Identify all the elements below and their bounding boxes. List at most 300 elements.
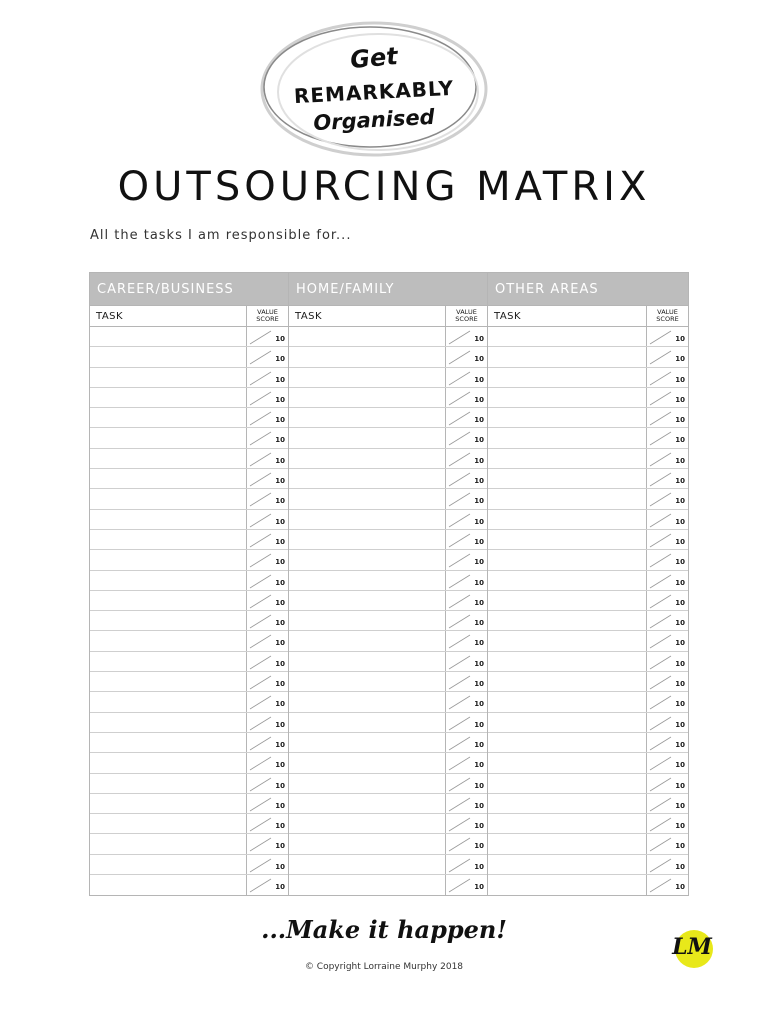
task-cell[interactable] <box>289 489 445 508</box>
table-row <box>289 428 487 448</box>
score-max: 10 <box>675 537 685 546</box>
score-cell[interactable] <box>246 530 288 549</box>
score-cell[interactable] <box>445 550 487 569</box>
task-cell[interactable] <box>90 855 246 874</box>
task-cell[interactable] <box>90 550 246 569</box>
score-cell[interactable] <box>646 692 688 711</box>
table-row <box>90 652 288 672</box>
table-row <box>289 347 487 367</box>
task-cell[interactable] <box>90 428 246 447</box>
table-row <box>289 733 487 753</box>
task-cell[interactable] <box>289 469 445 488</box>
task-cell[interactable] <box>289 388 445 407</box>
score-cell[interactable] <box>246 571 288 590</box>
score-slash-icon <box>249 735 273 751</box>
score-cell[interactable] <box>246 550 288 569</box>
score-cell[interactable] <box>445 469 487 488</box>
task-cell[interactable] <box>90 814 246 833</box>
task-cell[interactable] <box>289 571 445 590</box>
score-cell[interactable] <box>246 814 288 833</box>
table-row <box>488 774 688 794</box>
table-row <box>90 733 288 753</box>
task-cell[interactable] <box>90 611 246 630</box>
score-max: 10 <box>675 619 685 628</box>
score-cell[interactable] <box>445 794 487 813</box>
table-row <box>90 469 288 489</box>
task-cell[interactable] <box>289 611 445 630</box>
page-title: OUTSOURCING MATRIX <box>117 164 651 210</box>
score-cell[interactable] <box>646 327 688 346</box>
score-max: 10 <box>275 477 285 486</box>
task-cell[interactable] <box>289 855 445 874</box>
table-row <box>488 469 688 489</box>
table-row <box>289 692 487 712</box>
score-cell[interactable] <box>445 449 487 468</box>
task-cell[interactable] <box>289 530 445 549</box>
task-cell[interactable] <box>488 408 646 427</box>
table-row <box>488 672 688 692</box>
score-slash-icon <box>649 593 673 609</box>
score-cell[interactable] <box>445 753 487 772</box>
task-cell[interactable] <box>289 347 445 366</box>
task-cell[interactable] <box>90 449 246 468</box>
score-cell[interactable] <box>646 652 688 671</box>
score-cell[interactable] <box>646 571 688 590</box>
task-cell[interactable] <box>289 774 445 793</box>
task-cell[interactable] <box>90 733 246 752</box>
score-cell[interactable] <box>246 388 288 407</box>
score-max: 10 <box>675 558 685 567</box>
score-cell[interactable] <box>246 753 288 772</box>
task-cell[interactable] <box>90 713 246 732</box>
task-cell[interactable] <box>90 672 246 691</box>
score-slash-icon <box>249 694 273 710</box>
task-cell[interactable] <box>488 692 646 711</box>
task-cell[interactable] <box>289 692 445 711</box>
score-slash-icon <box>448 776 472 792</box>
score-max: 10 <box>474 842 484 851</box>
task-cell[interactable] <box>90 571 246 590</box>
score-max: 10 <box>474 720 484 729</box>
task-cell[interactable] <box>488 855 646 874</box>
task-cell[interactable] <box>90 774 246 793</box>
score-cell[interactable] <box>246 672 288 691</box>
task-cell[interactable] <box>289 652 445 671</box>
score-slash-icon <box>649 877 673 893</box>
score-cell[interactable] <box>246 611 288 630</box>
score-slash-icon <box>649 694 673 710</box>
task-cell[interactable] <box>90 510 246 529</box>
score-cell[interactable] <box>246 408 288 427</box>
score-max: 10 <box>275 619 285 628</box>
score-slash-icon <box>448 573 472 589</box>
score-cell[interactable] <box>246 449 288 468</box>
table-row <box>90 408 288 428</box>
score-cell[interactable] <box>246 875 288 895</box>
score-cell[interactable] <box>246 631 288 650</box>
score-cell[interactable] <box>246 327 288 346</box>
score-max: 10 <box>275 456 285 465</box>
score-slash-icon <box>649 410 673 426</box>
score-cell[interactable] <box>445 631 487 650</box>
score-cell[interactable] <box>646 449 688 468</box>
score-slash-icon <box>448 633 472 649</box>
score-cell[interactable] <box>246 855 288 874</box>
score-cell[interactable] <box>246 489 288 508</box>
score-cell[interactable] <box>646 510 688 529</box>
score-max: 10 <box>675 700 685 709</box>
score-cell[interactable] <box>246 713 288 732</box>
table-row <box>90 631 288 651</box>
score-cell[interactable] <box>646 733 688 752</box>
score-slash-icon <box>249 755 273 771</box>
column-subheader <box>488 306 688 327</box>
score-cell[interactable] <box>246 347 288 366</box>
task-cell[interactable] <box>289 753 445 772</box>
score-cell[interactable] <box>445 428 487 447</box>
score-cell[interactable] <box>246 368 288 387</box>
task-cell[interactable] <box>488 327 646 346</box>
task-cell[interactable] <box>488 672 646 691</box>
score-slash-icon <box>249 593 273 609</box>
score-cell[interactable] <box>445 672 487 691</box>
score-cell[interactable] <box>646 388 688 407</box>
score-cell[interactable] <box>246 591 288 610</box>
task-cell[interactable] <box>289 327 445 346</box>
score-cell[interactable] <box>646 631 688 650</box>
score-max: 10 <box>275 355 285 364</box>
score-max: 10 <box>474 680 484 689</box>
score-cell[interactable] <box>445 814 487 833</box>
score-max: 10 <box>675 842 685 851</box>
score-max: 10 <box>275 822 285 831</box>
task-cell[interactable] <box>488 733 646 752</box>
task-cell[interactable] <box>90 631 246 650</box>
score-max: 10 <box>275 659 285 668</box>
table-row <box>488 733 688 753</box>
table-row <box>90 368 288 388</box>
table-row <box>289 327 487 347</box>
score-slash-icon <box>649 857 673 873</box>
score-cell[interactable] <box>445 530 487 549</box>
score-cell[interactable] <box>445 327 487 346</box>
task-cell[interactable] <box>289 875 445 895</box>
score-cell[interactable] <box>246 733 288 752</box>
score-cell[interactable] <box>445 834 487 853</box>
matrix-column <box>487 273 688 895</box>
task-cell[interactable] <box>488 550 646 569</box>
score-cell[interactable] <box>646 591 688 610</box>
table-row <box>289 631 487 651</box>
score-cell[interactable] <box>646 550 688 569</box>
score-max: 10 <box>474 335 484 343</box>
score-max: 10 <box>275 416 285 425</box>
score-cell[interactable] <box>646 489 688 508</box>
score-cell[interactable] <box>445 591 487 610</box>
score-cell[interactable] <box>646 753 688 772</box>
score-cell[interactable] <box>445 733 487 752</box>
table-row <box>488 408 688 428</box>
score-slash-icon <box>649 654 673 670</box>
task-cell[interactable] <box>90 692 246 711</box>
task-cell[interactable] <box>289 408 445 427</box>
task-cell[interactable] <box>289 834 445 853</box>
task-cell[interactable] <box>289 449 445 468</box>
score-slash-icon <box>649 512 673 528</box>
column-heading: HOME/FAMILY <box>289 273 487 306</box>
score-slash-icon <box>649 776 673 792</box>
table-row <box>289 368 487 388</box>
score-cell[interactable] <box>445 611 487 630</box>
score-slash-icon <box>649 349 673 365</box>
score-slash-icon <box>649 715 673 731</box>
task-cell[interactable] <box>488 631 646 650</box>
score-slash-icon <box>448 329 472 345</box>
score-cell[interactable] <box>445 368 487 387</box>
column-subheader <box>289 306 487 327</box>
task-cell[interactable] <box>488 753 646 772</box>
score-cell[interactable] <box>646 814 688 833</box>
table-row <box>289 530 487 550</box>
table-row <box>289 611 487 631</box>
score-slash-icon <box>448 410 472 426</box>
value-score-label: VALUE SCORE <box>646 306 688 326</box>
score-cell[interactable] <box>646 834 688 853</box>
score-slash-icon <box>649 796 673 812</box>
score-cell[interactable] <box>445 855 487 874</box>
score-max: 10 <box>474 598 484 607</box>
score-cell[interactable] <box>646 408 688 427</box>
task-cell[interactable] <box>90 327 246 346</box>
score-max: 10 <box>275 375 285 384</box>
score-slash-icon <box>448 877 472 893</box>
table-row <box>289 834 487 854</box>
score-max: 10 <box>675 395 685 404</box>
score-cell[interactable] <box>646 347 688 366</box>
score-cell[interactable] <box>445 408 487 427</box>
table-row <box>90 855 288 875</box>
score-cell[interactable] <box>646 611 688 630</box>
task-cell[interactable] <box>289 794 445 813</box>
task-cell[interactable] <box>488 347 646 366</box>
score-slash-icon <box>448 836 472 852</box>
task-cell[interactable] <box>289 591 445 610</box>
score-slash-icon <box>249 613 273 629</box>
score-cell[interactable] <box>445 510 487 529</box>
task-cell[interactable] <box>289 672 445 691</box>
task-cell[interactable] <box>488 530 646 549</box>
task-cell[interactable] <box>289 428 445 447</box>
table-row <box>90 489 288 509</box>
score-cell[interactable] <box>445 875 487 895</box>
task-cell[interactable] <box>488 713 646 732</box>
score-slash-icon <box>249 370 273 386</box>
score-max: 10 <box>275 761 285 770</box>
copyright: © Copyright Lorraine Murphy 2018 <box>304 962 464 972</box>
task-cell[interactable] <box>488 834 646 853</box>
table-row <box>488 489 688 509</box>
value-score-label: VALUE SCORE <box>246 306 288 326</box>
score-max: 10 <box>675 497 685 506</box>
task-cell[interactable] <box>488 875 646 895</box>
score-max: 10 <box>474 761 484 770</box>
score-cell[interactable] <box>445 692 487 711</box>
score-slash-icon <box>249 471 273 487</box>
score-max: 10 <box>675 578 685 587</box>
score-cell[interactable] <box>445 652 487 671</box>
task-cell[interactable] <box>488 388 646 407</box>
task-cell[interactable] <box>289 631 445 650</box>
page-subtitle: All the tasks I am responsible for... <box>90 228 352 243</box>
task-cell[interactable] <box>488 611 646 630</box>
score-cell[interactable] <box>445 571 487 590</box>
column-subheader <box>90 306 288 327</box>
task-cell[interactable] <box>488 652 646 671</box>
task-cell[interactable] <box>90 875 246 895</box>
table-row <box>488 834 688 854</box>
score-slash-icon <box>249 877 273 893</box>
score-max: 10 <box>675 375 685 384</box>
task-cell[interactable] <box>488 571 646 590</box>
task-cell[interactable] <box>90 368 246 387</box>
score-cell[interactable] <box>646 368 688 387</box>
score-slash-icon <box>249 796 273 812</box>
score-max: 10 <box>275 781 285 790</box>
task-cell[interactable] <box>488 489 646 508</box>
table-row <box>289 875 487 895</box>
table-row <box>289 388 487 408</box>
score-cell[interactable] <box>646 713 688 732</box>
score-max: 10 <box>275 883 285 892</box>
score-cell[interactable] <box>445 774 487 793</box>
task-cell[interactable] <box>488 449 646 468</box>
task-cell[interactable] <box>90 652 246 671</box>
table-row <box>488 428 688 448</box>
score-cell[interactable] <box>646 530 688 549</box>
table-row <box>90 347 288 367</box>
score-slash-icon <box>649 735 673 751</box>
score-cell[interactable] <box>246 834 288 853</box>
score-cell[interactable] <box>646 855 688 874</box>
score-max: 10 <box>474 883 484 892</box>
score-cell[interactable] <box>246 469 288 488</box>
score-slash-icon <box>249 857 273 873</box>
score-max: 10 <box>675 517 685 526</box>
score-cell[interactable] <box>246 428 288 447</box>
score-max: 10 <box>275 680 285 689</box>
task-cell[interactable] <box>90 347 246 366</box>
score-slash-icon <box>649 755 673 771</box>
score-cell[interactable] <box>445 713 487 732</box>
logo-line2: REMARKABLY <box>293 75 455 109</box>
task-cell[interactable] <box>289 814 445 833</box>
table-row <box>90 388 288 408</box>
score-slash-icon <box>448 349 472 365</box>
score-cell[interactable] <box>646 469 688 488</box>
score-slash-icon <box>249 573 273 589</box>
score-cell[interactable] <box>646 875 688 895</box>
score-cell[interactable] <box>445 388 487 407</box>
score-slash-icon <box>448 613 472 629</box>
score-cell[interactable] <box>646 774 688 793</box>
table-row <box>289 408 487 428</box>
task-cell[interactable] <box>289 550 445 569</box>
score-max: 10 <box>275 537 285 546</box>
score-slash-icon <box>448 816 472 832</box>
task-cell[interactable] <box>90 530 246 549</box>
task-cell[interactable] <box>90 408 246 427</box>
score-max: 10 <box>275 801 285 810</box>
score-cell[interactable] <box>646 428 688 447</box>
score-cell[interactable] <box>646 794 688 813</box>
score-max: 10 <box>675 659 685 668</box>
table-row <box>289 591 487 611</box>
table-row <box>90 550 288 570</box>
score-max: 10 <box>474 659 484 668</box>
task-cell[interactable] <box>488 368 646 387</box>
task-cell[interactable] <box>488 814 646 833</box>
score-cell[interactable] <box>246 510 288 529</box>
score-max: 10 <box>474 395 484 404</box>
score-max: 10 <box>275 395 285 404</box>
score-slash-icon <box>249 532 273 548</box>
task-cell[interactable] <box>289 713 445 732</box>
task-cell[interactable] <box>488 591 646 610</box>
task-cell[interactable] <box>90 591 246 610</box>
table-row <box>488 713 688 733</box>
score-slash-icon <box>649 370 673 386</box>
score-cell[interactable] <box>445 347 487 366</box>
score-slash-icon <box>249 349 273 365</box>
task-cell[interactable] <box>289 368 445 387</box>
score-cell[interactable] <box>246 794 288 813</box>
table-row <box>488 611 688 631</box>
task-cell[interactable] <box>488 510 646 529</box>
task-cell[interactable] <box>289 733 445 752</box>
task-cell[interactable] <box>488 794 646 813</box>
task-cell[interactable] <box>90 489 246 508</box>
score-cell[interactable] <box>246 652 288 671</box>
score-max: 10 <box>675 477 685 486</box>
task-cell[interactable] <box>289 510 445 529</box>
score-max: 10 <box>675 355 685 364</box>
score-slash-icon <box>249 512 273 528</box>
task-cell[interactable] <box>488 469 646 488</box>
task-cell[interactable] <box>90 753 246 772</box>
score-slash-icon <box>448 715 472 731</box>
score-slash-icon <box>448 735 472 751</box>
score-cell[interactable] <box>246 774 288 793</box>
table-row <box>90 875 288 895</box>
score-cell[interactable] <box>246 692 288 711</box>
task-cell[interactable] <box>90 794 246 813</box>
task-cell[interactable] <box>90 469 246 488</box>
logo <box>256 14 492 162</box>
score-max: 10 <box>275 497 285 506</box>
table-row <box>488 631 688 651</box>
score-max: 10 <box>275 558 285 567</box>
task-cell[interactable] <box>90 388 246 407</box>
task-cell[interactable] <box>488 428 646 447</box>
score-cell[interactable] <box>646 672 688 691</box>
task-cell[interactable] <box>488 774 646 793</box>
score-max: 10 <box>474 578 484 587</box>
score-max: 10 <box>275 598 285 607</box>
score-slash-icon <box>448 390 472 406</box>
score-cell[interactable] <box>445 489 487 508</box>
task-cell[interactable] <box>90 834 246 853</box>
table-row <box>488 591 688 611</box>
